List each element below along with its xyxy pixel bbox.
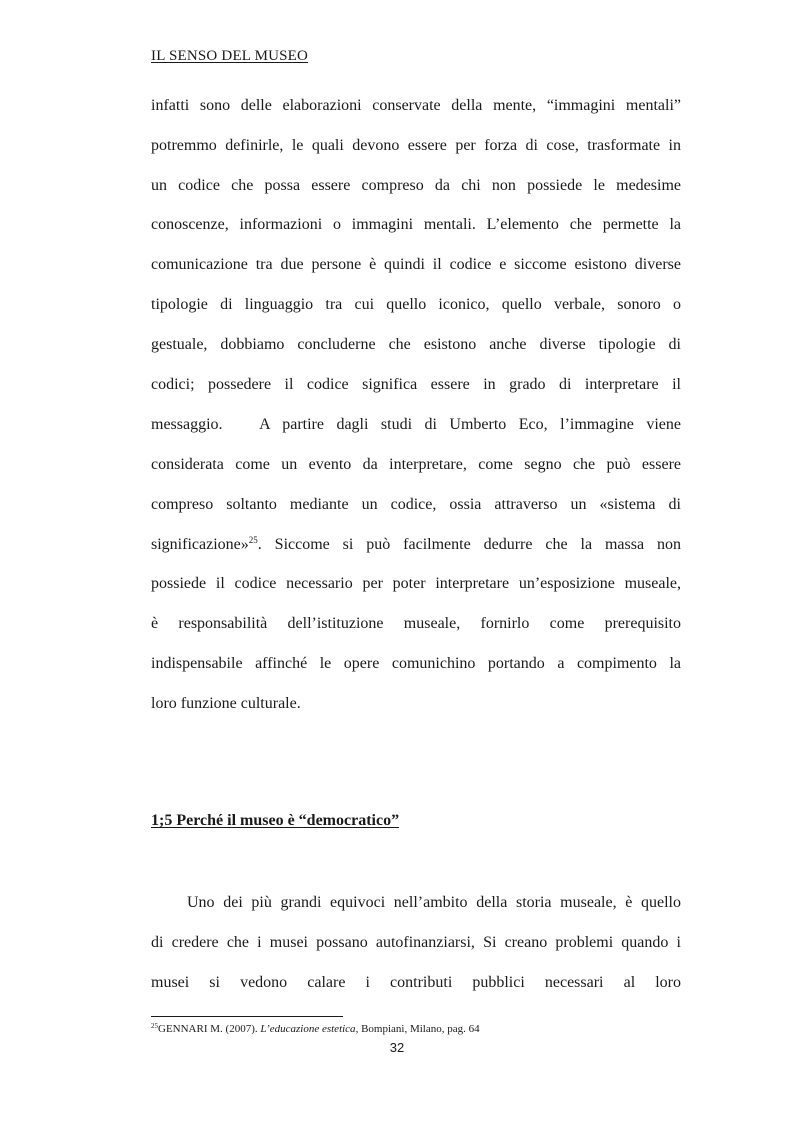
running-header: IL SENSO DEL MUSEO (151, 48, 309, 64)
body-line: potremmo definirle, le quali devono essere per forza di cose, trasformate in (151, 137, 681, 154)
body-line: possiede il codice necessario per poter interpretare un’esposizione museale, (151, 575, 681, 592)
footnote-separator (151, 1016, 343, 1017)
body-line-last: loro funzione culturale. (151, 695, 301, 712)
footnote-reference[interactable]: 25 (248, 535, 258, 545)
body-line: è responsabilità dell’istituzione museale, fornirlo come prerequisito (151, 615, 681, 632)
section-line: di credere che i musei possano autofinanziarsi, Si creano problemi quando i (151, 934, 681, 951)
body-line: gestuale, dobbiamo concluderne che esistono anche diverse tipologie di (151, 336, 681, 353)
body-line: conoscenze, informazioni o immagini mentali. L’elemento che permette la (151, 216, 681, 233)
body-text: . Siccome si può facilmente dedurre che la massa non (257, 536, 681, 553)
body-line: indispensabile affinché le opere comunichino portando a compimento la (151, 655, 681, 672)
section-heading: 1;5 Perché il museo è “democratico” (151, 812, 400, 829)
body-line: tipologie di linguaggio tra cui quello iconico, quello verbale, sonoro o (151, 296, 681, 313)
footnote-book-title: L’educazione estetica (260, 1023, 356, 1035)
footnote-number: 25 (151, 1022, 158, 1030)
body-line-with-footnote (151, 534, 681, 556)
body-line: comunicazione tra due persone è quindi il codice e siccome esistono diverse (151, 256, 681, 273)
footnote-text-tail: , Bompiani, Milano, pag. 64 (355, 1023, 480, 1035)
body-line: infatti sono delle elaborazioni conservate della mente, “immagini mentali” (151, 97, 681, 114)
body-line: codici; possedere il codice significa essere in grado di interpretare il (151, 376, 681, 393)
section-line: musei si vedono calare i contributi pubblici necessari al loro (151, 974, 681, 991)
section-line: Uno dei più grandi equivoci nell’ambito della storia museale, è quello (187, 894, 681, 911)
footnote (151, 1023, 480, 1035)
body-text: significazione» (151, 536, 249, 553)
footnote-text: GENNARI M. (2007). (158, 1023, 261, 1035)
page-number: 32 (389, 1040, 405, 1055)
body-line: compreso soltanto mediante un codice, ossia attraverso un «sistema di (151, 496, 681, 513)
body-line: un codice che possa essere compreso da chi non possiede le medesime (151, 177, 681, 194)
body-line: messaggio. A partire dagli studi di Umberto Eco, l’immagine viene (151, 416, 681, 433)
body-line: considerata come un evento da interpretare, come segno che può essere (151, 456, 681, 473)
